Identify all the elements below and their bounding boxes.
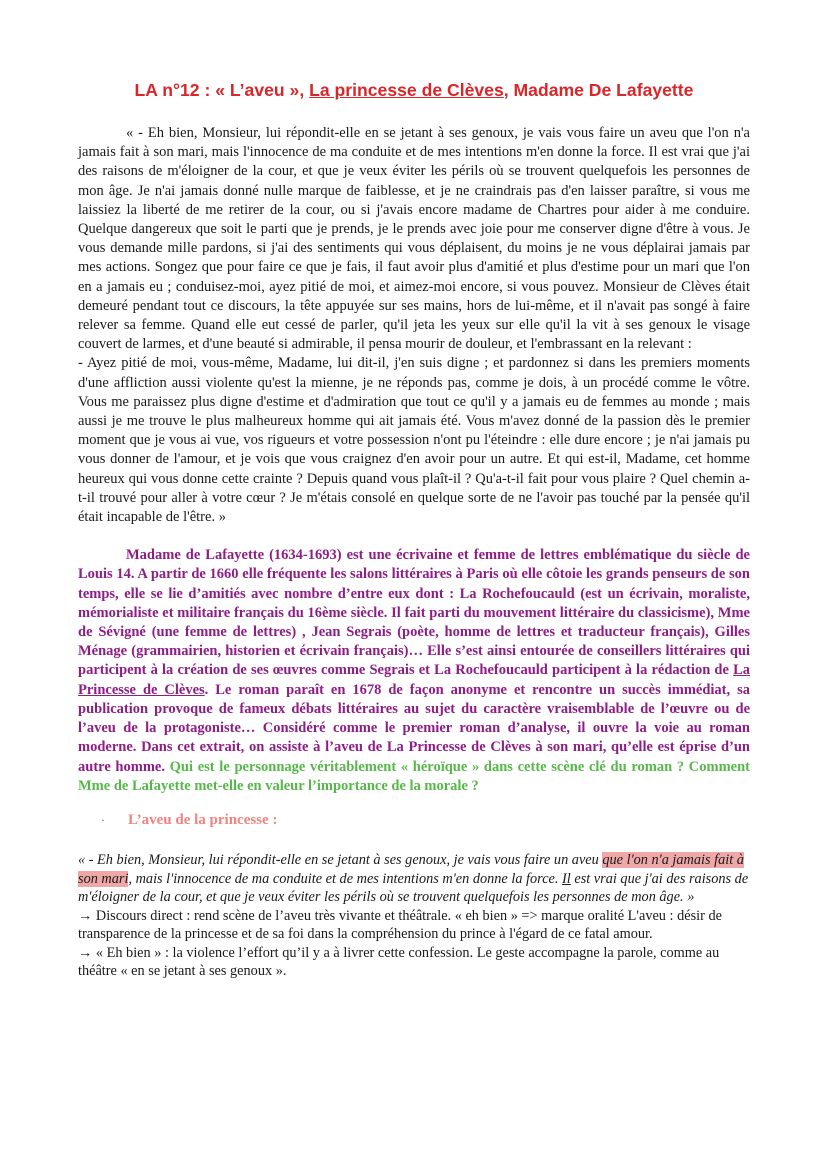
analysis-note-2: → « Eh bien » : la violence l’effort qu’il y a à livrer cette confession. Le geste accompagne la parole, comme au théâtre « en se jetant à ses genoux ».: [78, 944, 720, 980]
quote-reply: - Ayez pitié de moi, vous-même, Madame, lui dit-il, j'en suis digne ; et pardonnez si dans les premiers moments d'une affliction aussi violente qu'est la mienne, je ne réponds pas, comme je dois, à un procédé comme le vôtre. Vous me paraissez plus digne d'estime et d'admiration que tout ce qu'il y a jamais eu de femmes au monde ; mais aussi je me trouve le plus malheureux homme qui ait jamais été. Vous m'avez donné de la passion dès le premier moment que je vous ai vue, vos rigueurs et votre possession n'ont pu l'éteindre : elle dure encore ; je n'ai jamais pu vous donner de l'amour, et je vois que vous craignez d'en avoir pour un autre. Et qui est-il, Madame, cet homme heureux qui vous donne cette crainte ? Depuis quand vous plaît-il ? Qu'a-t-il fait pour vous plaire ? Quel chemin a-t-il trouvé pour aller à votre cœur ? Je m'étais consolé en quelque sorte de ne l'avoir pas touché par la pensée qu'il était incapable de l'être. »: [78, 355, 750, 526]
section-title: L’aveu de la princesse :: [128, 811, 278, 828]
analysis-excerpt: [78, 851, 750, 907]
bullet-icon: ·: [101, 812, 105, 827]
problematic-questions: Qui est le personnage véritablement « héroïque » dans cette scène clé du roman ? Comment Mme de Lafayette met-elle en valeur l’importance de la morale ?: [78, 758, 750, 794]
title-work: La princesse de Clèves: [309, 80, 504, 100]
page-title: [78, 0, 750, 101]
excerpt-part2: , mais l'innocence de ma conduite et de mes intentions m'en donne la force.: [128, 870, 563, 887]
excerpt-il: Il: [562, 870, 571, 887]
intro-part1: Madame de Lafayette (1634-1693) est une écrivaine et femme de lettres emblématique du siècle de Louis 14. A partir de 1660 elle fréquente les salons littéraires à Paris où elle côtoie les grands penseurs de son temps, elle se lie d’amitiés avec nombre d’entre eux dont : La Rochefoucauld (est un écrivain, moraliste, mémorialiste et militaire français du 16ème siècle. Il fait parti du mouvement littéraire du classicisme), Mme de Sévigné (une femme de lettres) , Jean Segrais (poète, homme de lettres et traducteur français), Gilles Ménage (grammairien, historien et écrivain français)… Elle s’est ainsi entourée de conseillers littéraires qui participent à la création de ses œuvres comme Segrais et La Rochefoucauld participent à la rédaction de: [78, 547, 750, 679]
excerpt-full-text: [78, 124, 750, 527]
quote-aveu: « - Eh bien, Monsieur, lui répondit-elle en se jetant à ses genoux, je vais vous faire un aveu que l'on n'a jamais fait à son mari, mais l'innocence de ma conduite et de mes intentions m'en donne la force. Il est vrai que j'ai des raisons de m'éloigner de la cour, et que je veux éviter les périls où se trouvent quelquefois les personnes de mon âge. Je n'ai jamais donné nulle marque de faiblesse, et je ne craindrais pas d'en laisser paraître, si vous me laissiez la liberté de me retirer de la cour, ou si j'avais encore madame de Chartres pour aider à me conduire. Quelque dangereux que soit le parti que je prends, je le prends avec joie pour me conserver digne d'être à vous. Je vous demande mille pardons, si j'ai des sentiments qui vous déplaisent, du moins je ne vous déplairai jamais par mes actions. Songez que pour faire ce que je fais, il faut avoir plus d'amitié et plus d'estime pour un mari que l'on en a jamais eu ; conduisez-moi, ayez pitié de moi, et aimez-moi encore, si vous pouvez. Monsieur de Clèves était demeuré pendant tout ce discours, la tête appuyée sur ses mains, hors de lui-même, et il n'avait pas songé à faire relever sa femme. Quand elle eut cessé de parler, qu'il jeta les yeux sur elle qu'il la vit à ses genoux le visage couvert de larmes, et d'une beauté si admirable, il pensa mourir de douleur, et l'embrassant en la relevant :: [78, 125, 750, 353]
introduction-paragraph: [78, 546, 750, 796]
excerpt-part3: est vrai que j'ai des raisons de m'éloigner de la cour, et que je veux éviter les périls où se trouvent quelquefois les personnes de mon âge. »: [78, 870, 749, 906]
intro-part2: . Le roman paraît en 1678 de façon anonyme et rencontre un succès immédiat, sa publication provoque de fameux débats littéraires au sujet du caractère vraisemblable de l’œuvre ou de l’aveu de la protagoniste… Considéré comme le premier roman d’analyse, il ouvre la voie au roman moderne. Dans cet extrait, on assiste à l’aveu de La Princesse de Clèves à son mari, qu’elle est éprise d’un autre homme.: [78, 681, 750, 775]
excerpt-highlight: que l'on n'a jamais fait à son mari: [78, 851, 744, 887]
excerpt-part1: « - Eh bien, Monsieur, lui répondit-elle en se jetant à ses genoux, je vais vous faire un aveu: [78, 851, 603, 868]
section-heading: [78, 810, 750, 830]
analysis-note-1: → Discours direct : rend scène de l’aveu très vivante et théâtrale. « eh bien » => marque oralité L'aveu : désir de transparence de la princesse et de sa foi dans la compréhension du prince à l'égard de ce fatal amour.: [78, 907, 722, 943]
title-suffix: , Madame De Lafayette: [503, 80, 694, 100]
intro-work-title: La Princesse de Clèves: [78, 662, 750, 698]
title-prefix: LA n°12 : « L’aveu »,: [134, 80, 310, 100]
